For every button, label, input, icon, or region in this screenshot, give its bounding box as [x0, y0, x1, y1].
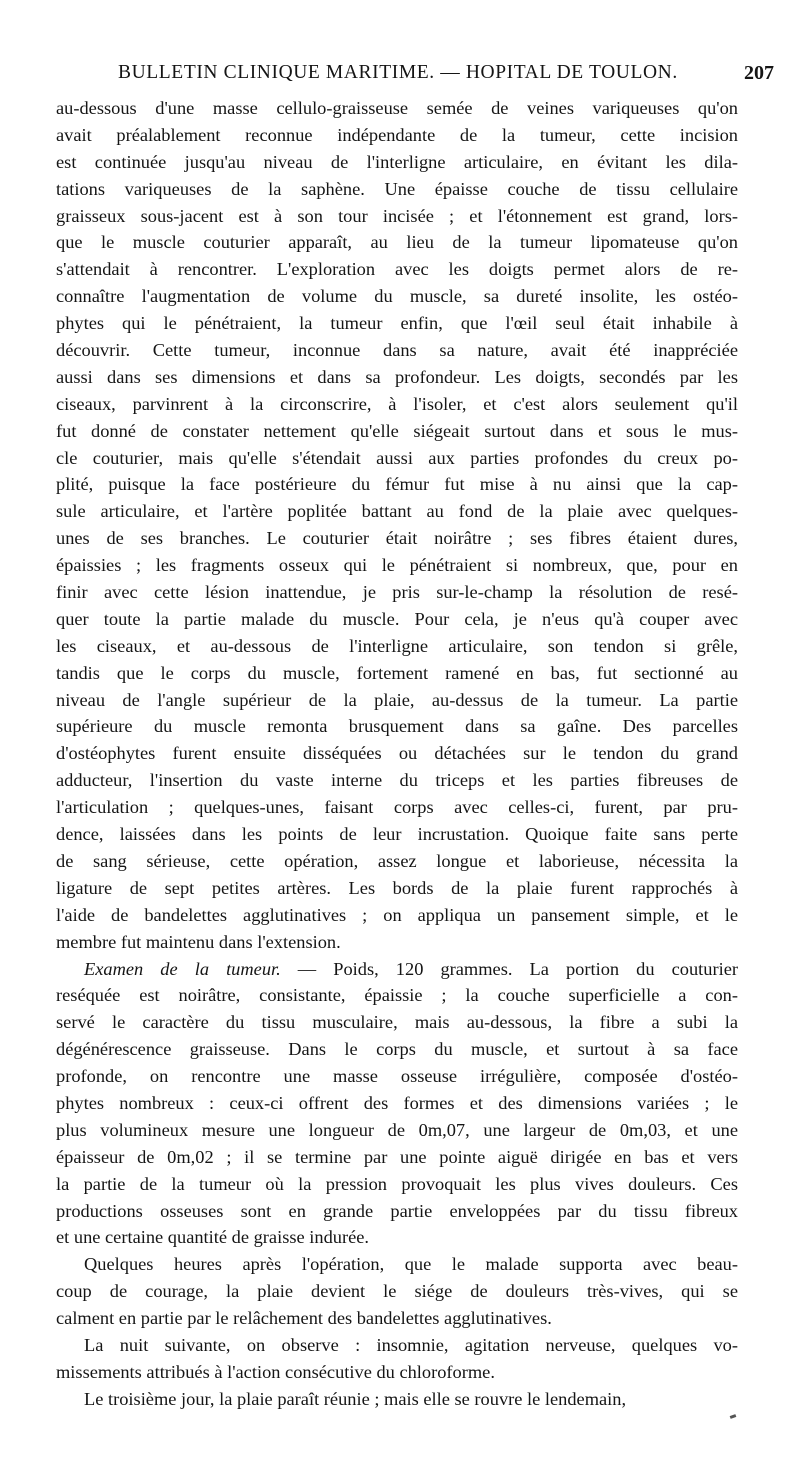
text-line: tations variqueuses de la saphène. Une épaisse couche de tissu cellulaire [56, 178, 738, 199]
text-line: coup de courage, la plaie devient le siége de douleurs très-vives, qui se [56, 1281, 738, 1302]
text-line: aussi dans ses dimensions et dans sa profondeur. Les doigts, secondés par les [56, 366, 738, 387]
text-line: découvrir. Cette tumeur, inconnue dans sa nature, avait été inappréciée [56, 340, 738, 361]
section-heading: Examen de la tumeur. [84, 958, 281, 979]
text-line: ciseaux, parvinrent à la circonscrire, à l'isoler, et c'est alors seulement qu'il [56, 393, 738, 414]
text-line: l'aide de bandelettes agglutinatives ; on appliqua un pansement simple, et le [56, 904, 738, 925]
text-line: fut donné de constater nettement qu'elle siégeait surtout dans et sous le mus- [56, 420, 738, 441]
text-line: plus volumineux mesure une longueur de 0m,07, une largeur de 0m,03, et une [56, 1119, 738, 1140]
text-line: supérieure du muscle remonta brusquement dans sa gaîne. Des parcelles [56, 716, 738, 737]
line-text: — Poids, 120 grammes. La portion du couturier [280, 958, 738, 979]
text-line: d'ostéophytes furent ensuite disséquées ou détachées sur le tendon du grand [56, 743, 738, 764]
paragraph [56, 1332, 738, 1386]
text-line: l'articulation ; quelques-unes, faisant corps avec celles-ci, furent, par pru- [56, 797, 738, 818]
text-line: la partie de la tumeur où la pression provoquait les plus vives douleurs. Ces [56, 1173, 738, 1194]
text-line: servé le caractère du tissu musculaire, mais au-dessous, la fibre a subi la [56, 1012, 738, 1033]
page-header [118, 62, 782, 92]
text-line: connaître l'augmentation de volume du muscle, sa dureté insolite, les ostéo- [56, 286, 738, 307]
text-line: phytes nombreux : ceux-ci offrent des formes et des dimensions variées ; le [56, 1092, 738, 1113]
text-line [56, 956, 738, 983]
paragraph [56, 1251, 738, 1332]
text-line: calment en partie par le relâchement des bandelettes agglutinatives. [56, 1308, 552, 1329]
text-line: La nuit suivante, on observe : insomnie, agitation nerveuse, quelques vo- [84, 1334, 738, 1355]
text-line: phytes qui le pénétraient, la tumeur enfin, que l'œil seul était inhabile à [56, 313, 738, 334]
running-title: BULLETIN CLINIQUE MARITIME. — HOPITAL DE TOULON. [118, 62, 678, 83]
text-line: tandis que le corps du muscle, fortement ramené en bas, fut sectionné au [56, 662, 738, 683]
text-line: est continuée jusqu'au niveau de l'interligne articulaire, en évitant les dila- [56, 151, 738, 172]
text-line: membre fut maintenu dans l'extension. [56, 931, 341, 952]
text-line: profonde, on rencontre une masse osseuse irrégulière, composée d'ostéo- [56, 1066, 738, 1087]
text-line: finir avec cette lésion inattendue, je pris sur-le-champ la résolution de resé- [56, 582, 738, 603]
text-line: les ciseaux, et au-dessous de l'interligne articulaire, son tendon si grêle, [56, 635, 738, 656]
text-line: plité, puisque la face postérieure du fémur fut mise à nu ainsi que la cap- [56, 474, 738, 495]
text-line: au-dessous d'une masse cellulo-graisseuse semée de veines variqueuses qu'on [56, 98, 738, 118]
text-line: ligature de sept petites artères. Les bords de la plaie furent rapprochés à [56, 877, 738, 898]
text-line: adducteur, l'insertion du vaste interne du triceps et les parties fibreuses de [56, 770, 738, 791]
paragraph [56, 95, 738, 956]
text-line: niveau de l'angle supérieur de la plaie, au-dessus de la tumeur. La partie [56, 689, 738, 710]
text-line: reséquée est noirâtre, consistante, épaissie ; la couche superficielle a con- [56, 985, 738, 1006]
text-line: Le troisième jour, la plaie paraît réunie ; mais elle se rouvre le lendemain, [84, 1388, 627, 1409]
text-line: que le muscle couturier apparaît, au lieu de la tumeur lipomateuse qu'on [56, 232, 738, 253]
body-text [56, 95, 738, 1413]
ink-mark [730, 1414, 737, 1419]
text-line: Quelques heures après l'opération, que le malade supporta avec beau- [84, 1254, 738, 1275]
text-line: unes de ses branches. Le couturier était noirâtre ; ses fibres étaient dures, [56, 528, 738, 549]
text-line: missements attribués à l'action consécutive du chloroforme. [56, 1361, 495, 1382]
text-line: et une certaine quantité de graisse indurée. [56, 1227, 370, 1248]
text-line: dence, laissées dans les points de leur incrustation. Quoique faite sans perte [56, 824, 738, 845]
text-line: dégénérescence graisseuse. Dans le corps du muscle, et surtout à sa face [56, 1039, 738, 1060]
paragraph [56, 1386, 738, 1413]
text-line: graisseux sous-jacent est à son tour incisée ; et l'étonnement est grand, lors- [56, 205, 738, 226]
page-number: 207 [744, 62, 774, 84]
text-line: de sang sérieuse, cette opération, assez longue et laborieuse, nécessita la [56, 850, 738, 871]
text-line: épaisseur de 0m,02 ; il se termine par une pointe aiguë dirigée en bas et vers [56, 1146, 738, 1167]
text-line: sule articulaire, et l'artère poplitée battant au fond de la plaie avec quelques- [56, 501, 738, 522]
text-line: quer toute la partie malade du muscle. Pour cela, je n'eus qu'à couper avec [56, 608, 738, 629]
text-line: s'attendait à rencontrer. L'exploration avec les doigts permet alors de re- [56, 259, 738, 280]
paragraph [56, 956, 738, 1252]
text-line: avait préalablement reconnue indépendante de la tumeur, cette incision [56, 124, 738, 145]
text-line: cle couturier, mais qu'elle s'étendait aussi aux parties profondes du creux po- [56, 447, 738, 468]
text-line: productions osseuses sont en grande partie enveloppées par du tissu fibreux [56, 1200, 738, 1221]
text-line: épaissies ; les fragments osseux qui le pénétraient si nombreux, que, pour en [56, 555, 738, 576]
